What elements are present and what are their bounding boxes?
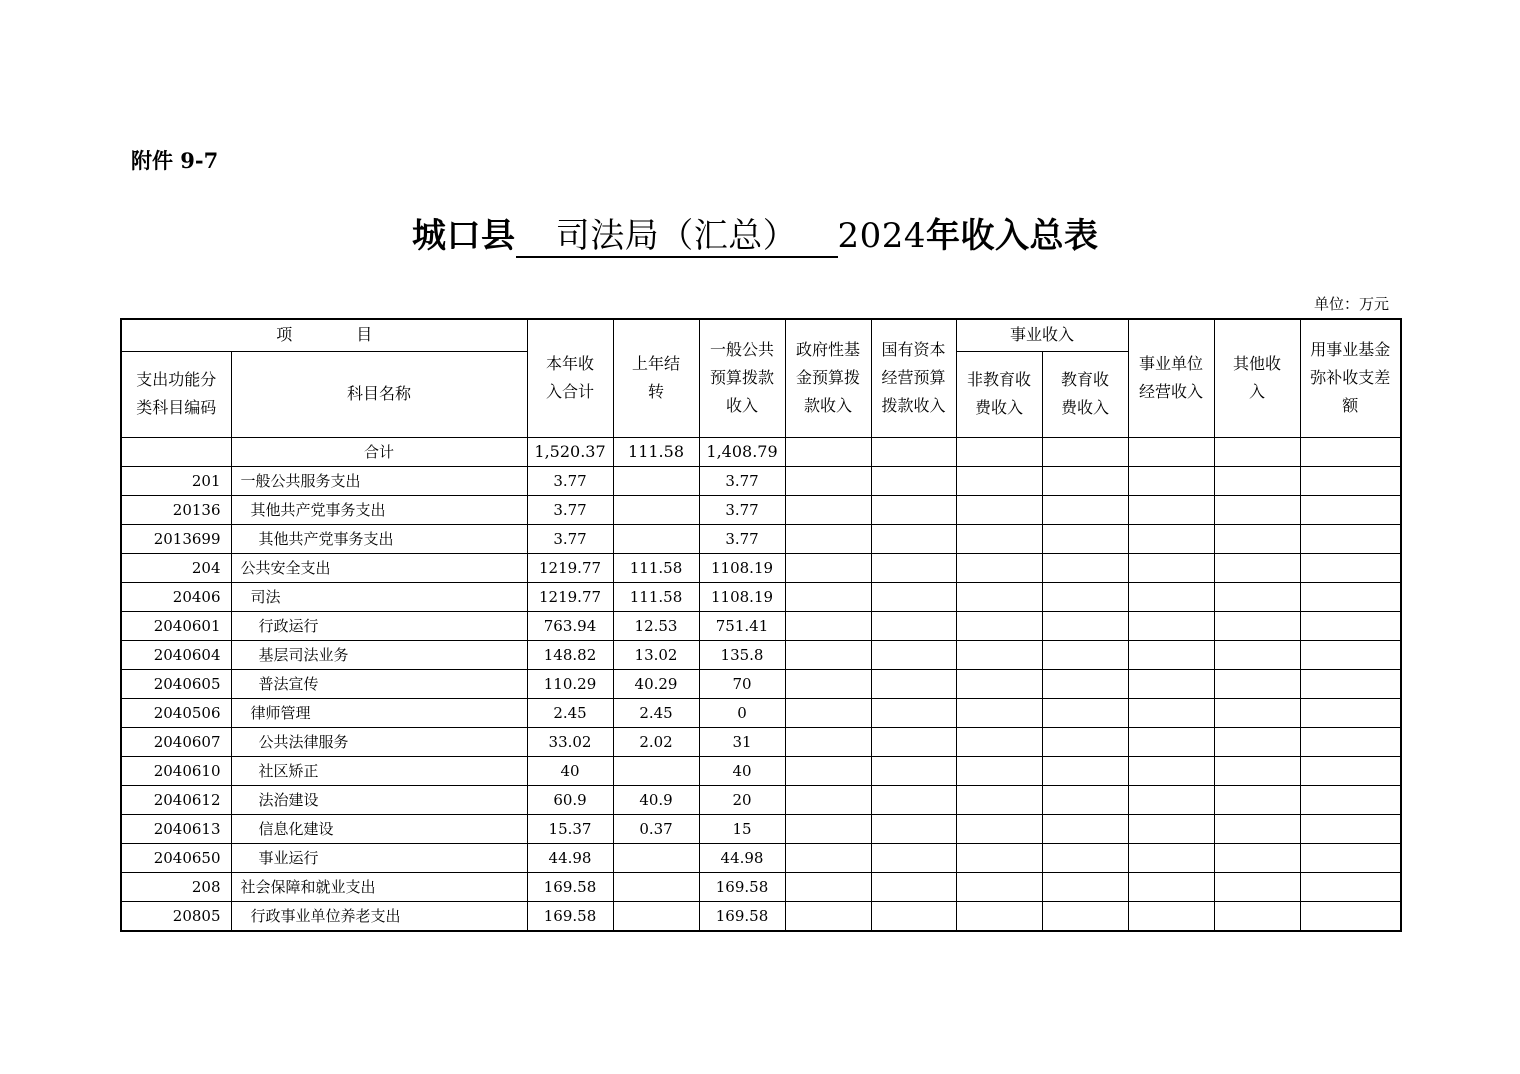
cell-general: 169.58 bbox=[699, 872, 785, 901]
cell-empty bbox=[871, 437, 956, 466]
cell-code: 2013699 bbox=[121, 524, 231, 553]
cell-total: 1219.77 bbox=[527, 582, 613, 611]
table-body bbox=[121, 437, 1401, 931]
cell-general: 70 bbox=[699, 669, 785, 698]
cell-empty bbox=[785, 640, 871, 669]
cell-empty bbox=[871, 843, 956, 872]
cell-empty bbox=[1042, 872, 1128, 901]
cell-empty bbox=[1214, 437, 1300, 466]
cell-empty bbox=[871, 872, 956, 901]
revenue-table bbox=[120, 318, 1402, 932]
header-state-capital: 国有资本经营预算拨款收入 bbox=[871, 319, 956, 437]
cell-general: 751.41 bbox=[699, 611, 785, 640]
cell-empty bbox=[1300, 437, 1401, 466]
cell-carry: 13.02 bbox=[613, 640, 699, 669]
cell-empty bbox=[1128, 640, 1214, 669]
cell-total: 3.77 bbox=[527, 524, 613, 553]
cell-total: 44.98 bbox=[527, 843, 613, 872]
cell-empty bbox=[1128, 872, 1214, 901]
cell-carry: 111.58 bbox=[613, 437, 699, 466]
cell-carry bbox=[613, 495, 699, 524]
cell-general: 1108.19 bbox=[699, 553, 785, 582]
cell-empty bbox=[785, 698, 871, 727]
table-row bbox=[121, 756, 1401, 785]
cell-total: 169.58 bbox=[527, 872, 613, 901]
total-row bbox=[121, 437, 1401, 466]
cell-general: 40 bbox=[699, 756, 785, 785]
cell-empty bbox=[1214, 901, 1300, 931]
cell-empty bbox=[1128, 843, 1214, 872]
cell-empty bbox=[785, 814, 871, 843]
cell-general: 44.98 bbox=[699, 843, 785, 872]
cell-empty bbox=[1300, 466, 1401, 495]
cell-empty bbox=[785, 466, 871, 495]
cell-empty bbox=[956, 698, 1042, 727]
cell-empty bbox=[956, 611, 1042, 640]
cell-carry: 111.58 bbox=[613, 582, 699, 611]
cell-name: 法治建设 bbox=[231, 785, 527, 814]
cell-empty bbox=[1128, 698, 1214, 727]
table-row bbox=[121, 669, 1401, 698]
cell-total: 763.94 bbox=[527, 611, 613, 640]
cell-empty bbox=[1042, 524, 1128, 553]
cell-empty bbox=[1128, 814, 1214, 843]
cell-name: 事业运行 bbox=[231, 843, 527, 872]
table-row bbox=[121, 698, 1401, 727]
cell-code: 2040610 bbox=[121, 756, 231, 785]
cell-empty bbox=[1128, 495, 1214, 524]
cell-empty bbox=[785, 495, 871, 524]
cell-carry: 40.29 bbox=[613, 669, 699, 698]
cell-empty bbox=[956, 727, 1042, 756]
cell-empty bbox=[1042, 553, 1128, 582]
cell-code: 2040612 bbox=[121, 785, 231, 814]
cell-empty bbox=[1042, 698, 1128, 727]
cell-empty bbox=[871, 727, 956, 756]
cell-carry: 111.58 bbox=[613, 553, 699, 582]
cell-empty bbox=[785, 872, 871, 901]
cell-empty bbox=[1128, 756, 1214, 785]
cell-empty bbox=[1214, 785, 1300, 814]
cell-empty bbox=[1214, 698, 1300, 727]
cell-empty bbox=[956, 553, 1042, 582]
cell-name: 基层司法业务 bbox=[231, 640, 527, 669]
cell-name: 一般公共服务支出 bbox=[231, 466, 527, 495]
cell-code: 2040650 bbox=[121, 843, 231, 872]
cell-general: 3.77 bbox=[699, 466, 785, 495]
title-year: 2024 bbox=[837, 216, 927, 256]
cell-empty bbox=[1300, 843, 1401, 872]
cell-carry: 40.9 bbox=[613, 785, 699, 814]
header-operating: 事业单位经营收入 bbox=[1128, 319, 1214, 437]
cell-general: 3.77 bbox=[699, 524, 785, 553]
cell-empty bbox=[956, 495, 1042, 524]
cell-empty bbox=[1300, 611, 1401, 640]
cell-empty bbox=[1214, 495, 1300, 524]
cell-total: 3.77 bbox=[527, 466, 613, 495]
header-edu: 教育收费收入 bbox=[1042, 351, 1128, 437]
cell-empty bbox=[956, 756, 1042, 785]
cell-empty bbox=[1042, 727, 1128, 756]
header-gov-fund: 政府性基金预算拨款收入 bbox=[785, 319, 871, 437]
cell-empty bbox=[785, 437, 871, 466]
cell-code: 20805 bbox=[121, 901, 231, 931]
cell-carry bbox=[613, 843, 699, 872]
cell-empty bbox=[956, 843, 1042, 872]
table-row bbox=[121, 466, 1401, 495]
table-row bbox=[121, 495, 1401, 524]
cell-name: 司法 bbox=[231, 582, 527, 611]
cell-name: 公共安全支出 bbox=[231, 553, 527, 582]
title-suffix: 年收入总表 bbox=[926, 216, 1099, 256]
cell-empty bbox=[1214, 872, 1300, 901]
cell-empty bbox=[956, 640, 1042, 669]
cell-code: 2040604 bbox=[121, 640, 231, 669]
cell-empty bbox=[785, 843, 871, 872]
header-carryover: 上年结转 bbox=[613, 319, 699, 437]
cell-name: 其他共产党事务支出 bbox=[231, 495, 527, 524]
cell-total: 1219.77 bbox=[527, 553, 613, 582]
cell-empty bbox=[1042, 466, 1128, 495]
cell-empty bbox=[1214, 669, 1300, 698]
cell-empty bbox=[1300, 582, 1401, 611]
cell-total: 15.37 bbox=[527, 814, 613, 843]
unit-label: 单位：万元 bbox=[1313, 295, 1389, 313]
cell-empty bbox=[1042, 785, 1128, 814]
cell-carry bbox=[613, 756, 699, 785]
cell-general: 20 bbox=[699, 785, 785, 814]
cell-carry bbox=[613, 901, 699, 931]
cell-empty bbox=[1128, 785, 1214, 814]
cell-code: 2040613 bbox=[121, 814, 231, 843]
header-career-income: 事业收入 bbox=[956, 319, 1128, 351]
cell-code: 20136 bbox=[121, 495, 231, 524]
cell-total: 2.45 bbox=[527, 698, 613, 727]
cell-empty bbox=[1042, 611, 1128, 640]
cell-empty bbox=[956, 669, 1042, 698]
cell-empty bbox=[1042, 901, 1128, 931]
cell-carry bbox=[613, 524, 699, 553]
cell-general: 1108.19 bbox=[699, 582, 785, 611]
cell-carry: 2.45 bbox=[613, 698, 699, 727]
cell-empty bbox=[1300, 872, 1401, 901]
cell-empty bbox=[871, 640, 956, 669]
cell-empty bbox=[956, 437, 1042, 466]
cell-empty bbox=[1300, 495, 1401, 524]
cell-total: 110.29 bbox=[527, 669, 613, 698]
cell-empty bbox=[956, 814, 1042, 843]
cell-empty bbox=[956, 901, 1042, 931]
cell-empty bbox=[1128, 553, 1214, 582]
cell-total: 1,520.37 bbox=[527, 437, 613, 466]
cell-code: 2040607 bbox=[121, 727, 231, 756]
page-title bbox=[412, 208, 1099, 258]
table-row bbox=[121, 814, 1401, 843]
cell-empty bbox=[871, 785, 956, 814]
cell-general: 135.8 bbox=[699, 640, 785, 669]
table-row bbox=[121, 727, 1401, 756]
cell-empty bbox=[1042, 843, 1128, 872]
table-row bbox=[121, 785, 1401, 814]
cell-empty bbox=[1128, 611, 1214, 640]
cell-general: 1,408.79 bbox=[699, 437, 785, 466]
header-fund-supplement: 用事业基金弥补收支差额 bbox=[1300, 319, 1401, 437]
cell-empty bbox=[785, 901, 871, 931]
cell-empty bbox=[1128, 437, 1214, 466]
cell-code: 204 bbox=[121, 553, 231, 582]
cell-empty bbox=[871, 582, 956, 611]
cell-code: 2040601 bbox=[121, 611, 231, 640]
cell-carry: 12.53 bbox=[613, 611, 699, 640]
cell-name: 行政事业单位养老支出 bbox=[231, 901, 527, 931]
cell-name: 社区矫正 bbox=[231, 756, 527, 785]
cell-empty bbox=[1042, 495, 1128, 524]
cell-name: 其他共产党事务支出 bbox=[231, 524, 527, 553]
cell-empty bbox=[1042, 582, 1128, 611]
cell-code: 208 bbox=[121, 872, 231, 901]
cell-carry: 2.02 bbox=[613, 727, 699, 756]
cell-code: 2040506 bbox=[121, 698, 231, 727]
header-name: 科目名称 bbox=[231, 351, 527, 437]
cell-code: 2040605 bbox=[121, 669, 231, 698]
cell-empty bbox=[1214, 553, 1300, 582]
cell-empty bbox=[1214, 582, 1300, 611]
cell-carry bbox=[613, 466, 699, 495]
cell-empty bbox=[1042, 669, 1128, 698]
cell-empty bbox=[871, 669, 956, 698]
table-row bbox=[121, 582, 1401, 611]
cell-empty bbox=[1214, 640, 1300, 669]
cell-name: 公共法律服务 bbox=[231, 727, 527, 756]
header-other: 其他收入 bbox=[1214, 319, 1300, 437]
cell-empty bbox=[1042, 756, 1128, 785]
cell-empty bbox=[1214, 611, 1300, 640]
table-row bbox=[121, 872, 1401, 901]
cell-empty bbox=[871, 756, 956, 785]
cell-empty bbox=[1300, 727, 1401, 756]
title-department: 司法局（汇总） bbox=[516, 216, 838, 258]
cell-empty bbox=[1042, 437, 1128, 466]
cell-empty bbox=[1128, 466, 1214, 495]
header-general-budget: 一般公共预算拨款收入 bbox=[699, 319, 785, 437]
table-row bbox=[121, 553, 1401, 582]
cell-name: 社会保障和就业支出 bbox=[231, 872, 527, 901]
cell-empty bbox=[871, 814, 956, 843]
cell-empty bbox=[1128, 669, 1214, 698]
cell-empty bbox=[1300, 524, 1401, 553]
cell-empty bbox=[1300, 814, 1401, 843]
cell-empty bbox=[1042, 640, 1128, 669]
cell-empty bbox=[785, 727, 871, 756]
cell-name: 行政运行 bbox=[231, 611, 527, 640]
cell-general: 15 bbox=[699, 814, 785, 843]
cell-empty bbox=[785, 582, 871, 611]
cell-empty bbox=[871, 611, 956, 640]
table-row bbox=[121, 524, 1401, 553]
cell-empty bbox=[871, 466, 956, 495]
cell-empty bbox=[785, 611, 871, 640]
cell-empty bbox=[1128, 727, 1214, 756]
header-total: 本年收入合计 bbox=[527, 319, 613, 437]
cell-empty bbox=[785, 524, 871, 553]
cell-code bbox=[121, 437, 231, 466]
cell-empty bbox=[871, 553, 956, 582]
header-code: 支出功能分类科目编码 bbox=[121, 351, 231, 437]
cell-empty bbox=[956, 872, 1042, 901]
cell-empty bbox=[956, 466, 1042, 495]
cell-empty bbox=[871, 524, 956, 553]
cell-empty bbox=[1300, 901, 1401, 931]
cell-empty bbox=[1300, 553, 1401, 582]
cell-empty bbox=[1214, 466, 1300, 495]
cell-empty bbox=[1214, 756, 1300, 785]
cell-empty bbox=[956, 582, 1042, 611]
attachment-label: 附件 9-7 bbox=[131, 148, 219, 173]
cell-empty bbox=[1214, 843, 1300, 872]
cell-name: 律师管理 bbox=[231, 698, 527, 727]
cell-carry: 0.37 bbox=[613, 814, 699, 843]
cell-name: 普法宣传 bbox=[231, 669, 527, 698]
cell-empty bbox=[785, 785, 871, 814]
cell-code: 20406 bbox=[121, 582, 231, 611]
cell-total: 148.82 bbox=[527, 640, 613, 669]
cell-name: 合计 bbox=[231, 437, 527, 466]
cell-general: 31 bbox=[699, 727, 785, 756]
cell-total: 169.58 bbox=[527, 901, 613, 931]
cell-empty bbox=[1128, 582, 1214, 611]
cell-empty bbox=[785, 669, 871, 698]
cell-empty bbox=[871, 495, 956, 524]
cell-total: 40 bbox=[527, 756, 613, 785]
cell-code: 201 bbox=[121, 466, 231, 495]
cell-empty bbox=[1300, 669, 1401, 698]
table-row bbox=[121, 843, 1401, 872]
cell-total: 3.77 bbox=[527, 495, 613, 524]
cell-empty bbox=[1128, 901, 1214, 931]
cell-empty bbox=[1128, 524, 1214, 553]
cell-empty bbox=[1214, 814, 1300, 843]
cell-empty bbox=[956, 785, 1042, 814]
cell-empty bbox=[871, 698, 956, 727]
cell-name: 信息化建设 bbox=[231, 814, 527, 843]
cell-general: 169.58 bbox=[699, 901, 785, 931]
cell-empty bbox=[785, 553, 871, 582]
cell-empty bbox=[1300, 756, 1401, 785]
cell-empty bbox=[1300, 640, 1401, 669]
table-row bbox=[121, 901, 1401, 931]
cell-empty bbox=[1300, 698, 1401, 727]
cell-empty bbox=[956, 524, 1042, 553]
title-prefix: 城口县 bbox=[412, 216, 516, 256]
table-row bbox=[121, 640, 1401, 669]
cell-carry bbox=[613, 872, 699, 901]
cell-empty bbox=[871, 901, 956, 931]
cell-total: 33.02 bbox=[527, 727, 613, 756]
header-non-edu: 非教育收费收入 bbox=[956, 351, 1042, 437]
table-row bbox=[121, 611, 1401, 640]
cell-empty bbox=[785, 756, 871, 785]
cell-empty bbox=[1300, 785, 1401, 814]
cell-empty bbox=[1042, 814, 1128, 843]
cell-empty bbox=[1214, 727, 1300, 756]
cell-empty bbox=[1214, 524, 1300, 553]
cell-general: 3.77 bbox=[699, 495, 785, 524]
header-item: 项 目 bbox=[121, 319, 527, 351]
cell-total: 60.9 bbox=[527, 785, 613, 814]
cell-general: 0 bbox=[699, 698, 785, 727]
